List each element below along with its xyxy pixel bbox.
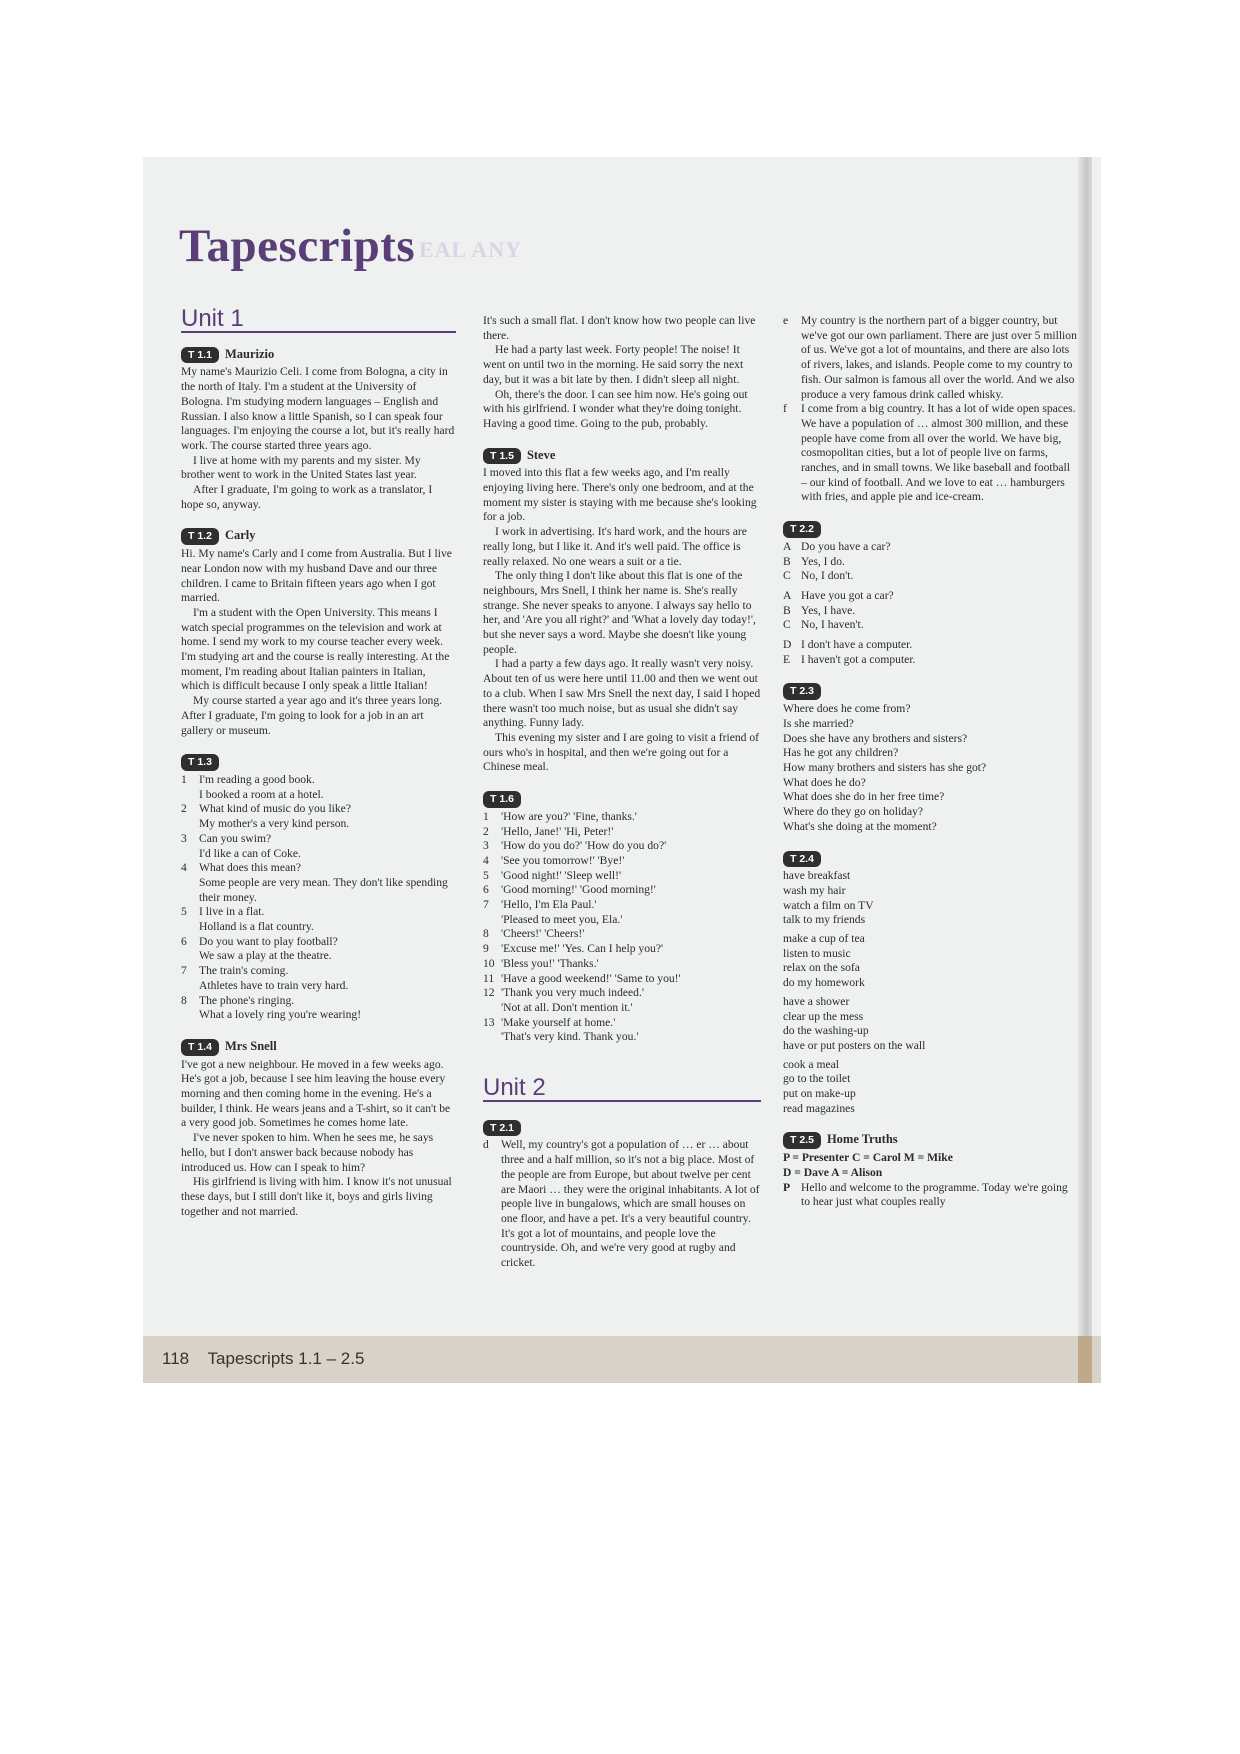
- list-item: do the washing-up: [783, 1024, 869, 1038]
- list-item: C No, I don't.: [783, 569, 854, 583]
- list-item: 7 The train's coming. Athletes have to train very hard.: [181, 964, 349, 992]
- list-item: 3 'How do you do?' 'How do you do?': [483, 839, 667, 853]
- page: [143, 157, 1101, 1383]
- list-item: clear up the mess: [783, 1009, 864, 1023]
- t11-para: My name's Maurizio Celi. I come from Bologna, a city in the north of Italy. I'm a student at the University of Bologna. I'm studying modern languages – English and Russian. I also know a little Spanish, so I can speak four languages. I'm enjoying the course a lot, but it's really hard work. The course started three years ago.: [181, 365, 455, 452]
- t14-para: I've never spoken to him. When he sees me, he says hello, but I don't answer back because nobody has introduced us. How can I speak to him?: [181, 1131, 434, 1174]
- t25-cast: P = Presenter C = Carol M = Mike: [783, 1151, 953, 1165]
- t11-name: Maurizio: [224, 346, 275, 361]
- list-item: 4 What does this mean? Some people are very mean. They don't like spending their money.: [181, 861, 448, 904]
- t15-para: This evening my sister and I are going to visit a friend of ours who's in hospital, and then we're going out for a Chinese meal.: [483, 730, 760, 774]
- column-1: [181, 305, 456, 1219]
- list-item: 2 What kind of music do you like? My mother's a very kind person.: [181, 802, 351, 831]
- list-item: have or put posters on the wall: [783, 1038, 926, 1052]
- t14-badge: T 1.4: [181, 1039, 219, 1056]
- t12-para: Hi. My name's Carly and I come from Australia. But I live near London now with my husband Dave and our three children. I came to Britain fifteen years ago when I got married.: [181, 547, 452, 605]
- list-item: Where does he come from?: [783, 702, 911, 716]
- list-item: go to the toilet: [783, 1072, 851, 1086]
- t21-heading: [483, 1120, 761, 1137]
- t23-heading: [783, 683, 1078, 700]
- list-item: 7 'Hello, I'm Ela Paul.' 'Pleased to meet you, Ela.': [483, 898, 623, 926]
- list-item: Is she married?: [783, 716, 854, 730]
- list-item: talk to my friends: [783, 913, 866, 927]
- list-item: D I don't have a computer.: [783, 638, 913, 652]
- list-item: 9 'Excuse me!' 'Yes. Can I help you?': [483, 942, 664, 956]
- t23-badge: T 2.3: [783, 683, 821, 700]
- list-item: B Yes, I have.: [783, 603, 856, 617]
- footer-label: Tapescripts 1.1 – 2.5: [207, 1349, 365, 1368]
- list-item: E I haven't got a computer.: [783, 652, 916, 666]
- list-item: A Do you have a car?: [783, 539, 891, 553]
- t25-name: Home Truths: [826, 1132, 898, 1147]
- list-item: 6 Do you want to play football? We saw a play at the theatre.: [181, 934, 338, 963]
- list-item: 13 'Make yourself at home.' 'That's very kind. Thank you.': [483, 1015, 639, 1044]
- t14-heading: [181, 1039, 456, 1056]
- list-item: do my homework: [783, 976, 865, 990]
- page-title: Tapescripts: [179, 220, 416, 272]
- list-item: 2 'Hello, Jane!' 'Hi, Peter!': [483, 824, 614, 838]
- list-item: 11 'Have a good weekend!' 'Same to you!': [483, 971, 681, 985]
- t11-para: After I graduate, I'm going to work as a translator, I hope so, anyway.: [181, 483, 433, 511]
- footer-spine: [1078, 1336, 1092, 1383]
- t12-badge: T 1.2: [181, 528, 219, 545]
- list-item: d Well, my country's got a population of … er … about three and a half million, so it's not a big place. Most of the people are from Europe, but about twelve per cent are Maori … they were the original inhabitants. A lot of people live in bungalows, which are small houses on one floor, and have a pet. It's a very beautiful country. It's got a lot of mountains, and people love the countryside. Oh, and we're very good at rugby and cricket.: [483, 1138, 760, 1270]
- t14-name: Mrs Snell: [224, 1038, 277, 1053]
- list-item: 4 'See you tomorrow!' 'Bye!': [483, 853, 625, 867]
- list-item: 10 'Bless you!' 'Thanks.': [483, 956, 599, 970]
- list-item: watch a film on TV: [783, 898, 874, 912]
- list-item: How many brothers and sisters has she got?: [783, 760, 987, 774]
- list-item: A Have you got a car?: [783, 588, 894, 602]
- list-item: 5 'Good night!' 'Sleep well!': [483, 868, 622, 882]
- t24-badge: T 2.4: [783, 851, 821, 868]
- unit-1-heading: Unit 1: [181, 312, 456, 333]
- list-item: P Hello and welcome to the programme. Today we're going to hear just what couples really: [783, 1180, 1068, 1209]
- list-item: 12 'Thank you very much indeed.' 'Not at all. Don't mention it.': [483, 986, 644, 1014]
- t14-para: He had a party last week. Forty people! The noise! It went on until two in the morning. He said sorry the next day, but it was a bit late by then. I didn't sleep all night.: [483, 343, 744, 386]
- list-item: relax on the sofa: [783, 961, 860, 975]
- list-item: What does he do?: [783, 775, 866, 789]
- list-item: 5 I live in a flat. Holland is a flat country.: [181, 905, 314, 934]
- list-item: cook a meal: [783, 1057, 840, 1071]
- t13-badge: T 1.3: [181, 754, 219, 771]
- list-item: have a shower: [783, 994, 850, 1008]
- list-item: Has he got any children?: [783, 746, 899, 760]
- page-footer: [162, 1349, 364, 1369]
- t14-para: Oh, there's the door. I can see him now. He's going out with his girlfriend. I wonder what they're doing tonight. Having a good time. Going to the pub, probably.: [483, 387, 748, 430]
- t16-heading: [483, 791, 761, 808]
- list-item: listen to music: [783, 946, 851, 960]
- list-item: 3 Can you swim? I'd like a can of Coke.: [181, 831, 301, 860]
- page-spine-shadow: [1078, 157, 1092, 1383]
- list-item: put on make-up: [783, 1087, 856, 1101]
- list-item: 6 'Good morning!' 'Good morning!': [483, 883, 656, 897]
- list-item: 8 The phone's ringing. What a lovely ring you're wearing!: [181, 993, 362, 1022]
- t14-para: It's such a small flat. I don't know how two people can live there.: [483, 314, 756, 342]
- t25-heading: [783, 1132, 1078, 1149]
- list-item: read magazines: [783, 1101, 855, 1115]
- list-item: 1 'How are you?' 'Fine, thanks.': [483, 809, 637, 823]
- t15-para: I work in advertising. It's hard work, and the hours are really long, but I like it. And it's well paid. The office is really relaxed. No one wears a suit or a tie.: [483, 525, 747, 568]
- unit-2-heading: Unit 2: [483, 1081, 761, 1102]
- t11-badge: T 1.1: [181, 347, 219, 364]
- page-number: 118: [162, 1349, 190, 1368]
- list-item: have breakfast: [783, 869, 851, 883]
- t25-cast: D = Dave A = Alison: [783, 1165, 883, 1179]
- t15-badge: T 1.5: [483, 448, 521, 465]
- t15-para: The only thing I don't like about this flat is one of the neighbours, Mrs Snell, I think her name is. She's really strange. She never speaks to anyone. I always say hello to her, and 'Are you all right?' and 'What a lovely day today!', but she never says a word. Maybe she doesn't like young people.: [483, 569, 756, 656]
- t15-name: Steve: [526, 447, 556, 462]
- list-item: 1 I'm reading a good book. I booked a room at a hotel.: [181, 772, 324, 801]
- list-item: C No, I haven't.: [783, 618, 864, 632]
- t15-para: I moved into this flat a few weeks ago, and I'm really enjoying living here. There's only one bedroom, and at the moment my sister is staying with me because she's looking for a job.: [483, 466, 757, 524]
- t25-badge: T 2.5: [783, 1132, 821, 1149]
- t16-badge: T 1.6: [483, 791, 521, 808]
- t14-para: His girlfriend is living with him. I know it's not unusual these days, but I still don't like it, boys and girls living together and not married.: [181, 1175, 452, 1218]
- column-3: [783, 314, 1078, 1210]
- t22-heading: [783, 521, 1078, 538]
- t15-heading: [483, 448, 761, 465]
- list-item: 8 'Cheers!' 'Cheers!': [483, 927, 585, 941]
- t12-para: I'm a student with the Open University. This means I watch special programmes on the television and work at home. I send my work to my course teacher every week. I'm studying art and the course is really interesting. At the moment, I'm reading about Italian painters in Italian, which is difficult because I only speak a little Italian!: [181, 605, 450, 693]
- t14-para: I've got a new neighbour. He moved in a few weeks ago. He's got a job, because I see him leaving the house every morning and then coming home in the evening. He's a builder, I think. He wears jeans and a T-shirt, so it can't be a very good job. Sometimes he comes home late.: [181, 1057, 451, 1130]
- list-item: make a cup of tea: [783, 932, 865, 946]
- list-item: wash my hair: [783, 883, 846, 897]
- t22-badge: T 2.2: [783, 521, 821, 538]
- t13-heading: [181, 754, 456, 771]
- t12-para: My course started a year ago and it's three years long. After I graduate, I'm going to look for a job in an art gallery or museum.: [181, 694, 443, 737]
- t11-para: I live at home with my parents and my sister. My brother went to work in the United States last year.: [181, 453, 421, 482]
- t12-heading: [181, 528, 456, 545]
- list-item: B Yes, I do.: [783, 554, 845, 568]
- list-item: Does she have any brothers and sisters?: [783, 731, 968, 745]
- t15-para: I had a party a few days ago. It really wasn't very noisy. About ten of us were here until 11.00 and then we went out to a club. When I saw Mrs Snell the next day, I said I hoped there wasn't too much noise, but as usual she didn't say anything. Funny lady.: [483, 657, 761, 730]
- title-ghost-text: EAL ANY: [419, 237, 522, 262]
- t21-badge: T 2.1: [483, 1120, 521, 1137]
- t12-name: Carly: [224, 528, 256, 543]
- list-item: What does she do in her free time?: [783, 790, 945, 804]
- t11-heading: [181, 347, 456, 364]
- t24-heading: [783, 851, 1078, 868]
- list-item: What's she doing at the moment?: [783, 819, 937, 833]
- list-item: e My country is the northern part of a bigger country, but we've got our own parliament. There are just over 5 million of us. We've got a lot of mountains, and there are also lots of rivers, lakes, and islands. People come to my country to fish. Our salmon is famous all over the world. And we also produce a very famous drink called whisky.: [783, 314, 1077, 401]
- column-2: [483, 314, 761, 1271]
- list-item: f I come from a big country. It has a lot of wide open spaces. We have a population of … almost 300 million, and these people have come from all over the world. We have big, cosmopolitan cities, but a lot of people live on farms, ranches, and in small towns. We like baseball and football – our kind of football. And we love to eat … hamburgers with fries, and apple pie and ice-cream.: [783, 402, 1076, 504]
- list-item: Where do they go on holiday?: [783, 805, 924, 819]
